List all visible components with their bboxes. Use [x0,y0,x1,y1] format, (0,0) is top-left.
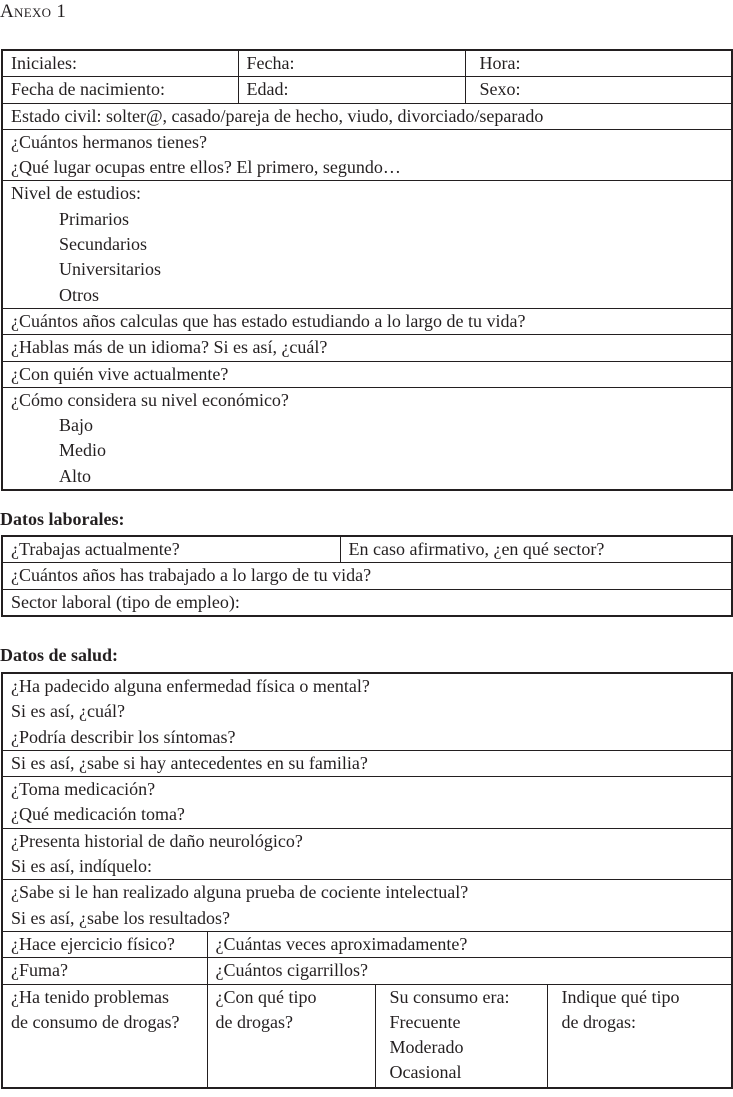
estudios-option[interactable]: Universitarios [59,259,161,280]
datos-laborales-heading: Datos laborales: [0,509,125,529]
estudios-option[interactable]: Secundarios [59,234,147,255]
drogas-problemas-line: ¿Ha tenido problemas [11,986,169,1007]
medicacion-cual: ¿Qué medicación toma? [11,804,185,825]
personal-data-table [1,49,733,491]
drogas-problemas-block[interactable] [2,984,207,1088]
fecha-nacimiento-field[interactable]: Fecha de nacimiento: [2,77,238,103]
enfermedad-question: ¿Ha padecido alguna enfermedad física o mental? [11,676,370,696]
iniciales-field[interactable]: Iniciales: [2,50,238,77]
neurologico-question: ¿Presenta historial de daño neurológico? [11,830,303,851]
indique-line: de drogas: [561,1011,636,1032]
lugar-question: ¿Qué lugar ocupas entre ellos? El primero, segundo… [11,157,401,178]
indique-block[interactable] [547,984,732,1088]
anos-estudiando-field[interactable]: ¿Cuántos años calculas que has estado estudiando a lo largo de tu vida? [2,308,732,334]
work-data-table [1,535,733,617]
hermanos-question: ¿Cuántos hermanos tienes? [11,131,207,152]
nivel-estudios-block[interactable] [2,181,732,308]
drogas-tipo-line: ¿Con qué tipo [215,986,317,1007]
hermanos-block[interactable] [2,129,732,181]
economico-option[interactable]: Bajo [59,415,93,436]
nivel-economico-block[interactable] [2,387,732,490]
estado-civil-field[interactable]: Estado civil: solter@, casado/pareja de hecho, viudo, divorciado/separado [2,103,732,129]
consumo-option[interactable]: Moderado [389,1037,464,1058]
ejercicio-field[interactable]: ¿Hace ejercicio físico? [2,931,207,957]
economico-option[interactable]: Medio [59,440,106,461]
health-data-table [1,672,733,1089]
sector-laboral-field[interactable]: Sector laboral (tipo de empleo): [2,589,732,616]
document-title: Anexo 1 [0,1,67,22]
antecedentes-field[interactable]: Si es así, ¿sabe si hay antecedentes en su familia? [2,750,732,776]
idioma-field[interactable]: ¿Hablas más de un idioma? Si es así, ¿cuál? [2,335,732,361]
trabajas-field[interactable]: ¿Trabajas actualmente? [2,536,340,563]
sector-caso-field[interactable]: En caso afirmativo, ¿en qué sector? [340,536,732,563]
sexo-field[interactable]: Sexo: [465,77,732,103]
consumo-option[interactable]: Frecuente [389,1011,461,1032]
fecha-field[interactable]: Fecha: [238,50,465,77]
consumo-block[interactable] [375,984,547,1088]
nivel-estudios-label: Nivel de estudios: [11,183,141,204]
datos-salud-heading: Datos de salud: [0,645,119,665]
drogas-tipo-block[interactable] [207,984,375,1088]
drogas-problemas-line: de consumo de drogas? [11,1011,180,1032]
enfermedad-cual: Si es así, ¿cuál? [11,701,125,722]
veces-field[interactable]: ¿Cuántas veces aproximadamente? [207,931,732,957]
medicacion-block[interactable] [2,777,732,829]
neurologico-block[interactable] [2,828,732,880]
edad-field[interactable]: Edad: [238,77,465,103]
vive-field[interactable]: ¿Con quién vive actualmente? [2,361,732,387]
hora-field[interactable]: Hora: [465,50,732,77]
cociente-block[interactable] [2,880,732,932]
economico-option[interactable]: Alto [59,465,92,486]
indique-line: Indique qué tipo [561,986,680,1007]
consumo-option[interactable]: Ocasional [389,1062,462,1083]
enfermedad-block[interactable] [2,673,732,750]
estudios-option[interactable]: Otros [59,284,99,305]
drogas-tipo-line: de drogas? [215,1011,293,1032]
cigarrillos-field[interactable]: ¿Cuántos cigarrillos? [207,958,732,984]
fuma-field[interactable]: ¿Fuma? [2,958,207,984]
neurologico-indique: Si es así, indíquelo: [11,856,152,877]
enfermedad-sintomas: ¿Podría describir los síntomas? [11,726,236,747]
anos-trabajado-field[interactable]: ¿Cuántos años has trabajado a lo largo de tu vida? [2,563,732,589]
consumo-label: Su consumo era: [389,986,510,1007]
cociente-question: ¿Sabe si le han realizado alguna prueba de cociente intelectual? [11,882,469,903]
cociente-resultados: Si es así, ¿sabe los resultados? [11,907,230,928]
nivel-economico-label: ¿Cómo considera su nivel económico? [11,389,289,410]
medicacion-question: ¿Toma medicación? [11,779,156,800]
estudios-option[interactable]: Primarios [59,208,129,229]
